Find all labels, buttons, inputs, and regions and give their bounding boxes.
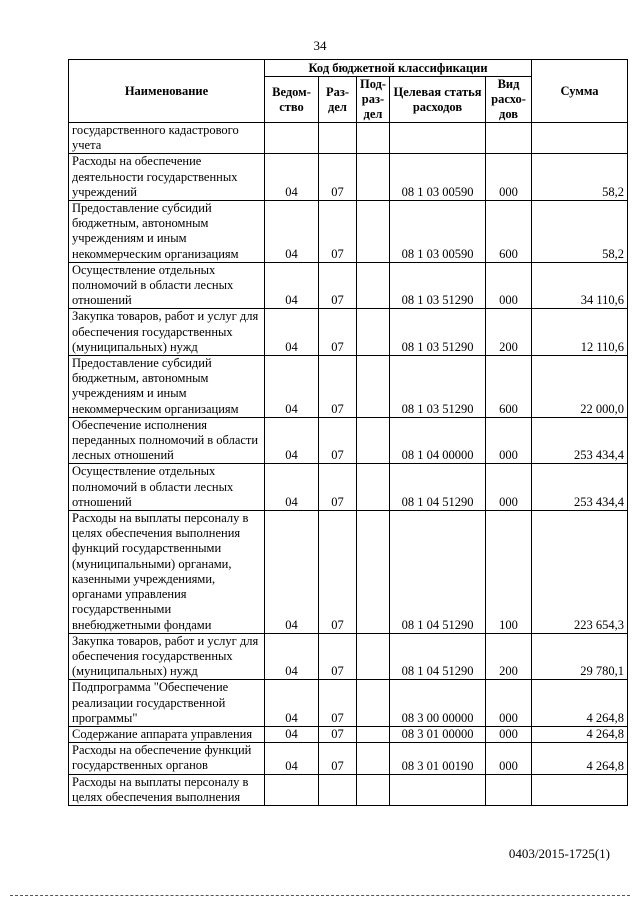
row-target-article: 08 1 04 00000 [390, 417, 486, 464]
table-row [69, 511, 628, 634]
budget-table [68, 59, 628, 806]
row-sum: 58,2 [532, 201, 628, 263]
row-name: Осуществление отдельных полномочий в области лесных отношений [69, 262, 265, 309]
table-row [69, 680, 628, 727]
row-department: 04 [265, 743, 319, 774]
table-row [69, 154, 628, 201]
row-expense-type: 000 [486, 154, 532, 201]
row-section: 07 [319, 743, 357, 774]
row-department: 04 [265, 633, 319, 680]
row-expense-type: 000 [486, 743, 532, 774]
row-expense-type: 000 [486, 262, 532, 309]
row-sum: 58,2 [532, 154, 628, 201]
row-target-article: 08 3 01 00190 [390, 743, 486, 774]
row-name: Расходы на обеспечение функций государственных органов [69, 743, 265, 774]
row-department: 04 [265, 680, 319, 727]
header-name: Наименование [69, 60, 265, 123]
row-subsection [357, 309, 390, 356]
row-name: Расходы на выплаты персоналу в целях обеспечения выполнения [69, 774, 265, 805]
row-sum: 253 434,4 [532, 417, 628, 464]
row-expense-type: 600 [486, 201, 532, 263]
row-subsection [357, 743, 390, 774]
row-name: Закупка товаров, работ и услуг для обеспечения государственных (муниципальных) нужд [69, 633, 265, 680]
row-target-article: 08 1 04 51290 [390, 633, 486, 680]
row-expense-type: 000 [486, 464, 532, 511]
table-row [69, 262, 628, 309]
row-department: 04 [265, 154, 319, 201]
row-section: 07 [319, 417, 357, 464]
row-section [319, 774, 357, 805]
row-name: Закупка товаров, работ и услуг для обеспечения государственных (муниципальных) нужд [69, 309, 265, 356]
header-classification-group: Код бюджетной классификации [265, 60, 532, 77]
row-department: 04 [265, 356, 319, 418]
row-subsection [357, 123, 390, 154]
row-section: 07 [319, 680, 357, 727]
row-section [319, 123, 357, 154]
row-expense-type: 200 [486, 309, 532, 356]
row-expense-type: 100 [486, 511, 532, 634]
table-row [69, 123, 628, 154]
table-row [69, 356, 628, 418]
row-sum [532, 774, 628, 805]
table-row [69, 464, 628, 511]
row-name: Осуществление отдельных полномочий в области лесных отношений [69, 464, 265, 511]
table-row [69, 309, 628, 356]
row-section: 07 [319, 726, 357, 742]
row-sum: 29 780,1 [532, 633, 628, 680]
row-subsection [357, 201, 390, 263]
row-name: Содержание аппарата управления [69, 726, 265, 742]
header-department: Ведом-ство [265, 77, 319, 123]
row-sum: 223 654,3 [532, 511, 628, 634]
row-expense-type: 600 [486, 356, 532, 418]
row-section: 07 [319, 464, 357, 511]
row-sum: 4 264,8 [532, 680, 628, 727]
table-row [69, 633, 628, 680]
table-row [69, 726, 628, 742]
row-department [265, 774, 319, 805]
row-name: Расходы на обеспечение деятельности государственных учреждений [69, 154, 265, 201]
header-target-article: Целевая статья расходов [390, 77, 486, 123]
row-sum: 253 434,4 [532, 464, 628, 511]
row-section: 07 [319, 511, 357, 634]
row-name: Предоставление субсидий бюджетным, автономным учреждениям и иным некоммерческим организациям [69, 356, 265, 418]
row-target-article: 08 1 03 00590 [390, 154, 486, 201]
row-expense-type [486, 774, 532, 805]
row-subsection [357, 262, 390, 309]
row-subsection [357, 154, 390, 201]
row-target-article: 08 1 04 51290 [390, 464, 486, 511]
row-target-article [390, 774, 486, 805]
row-target-article: 08 3 01 00000 [390, 726, 486, 742]
row-subsection [357, 511, 390, 634]
row-section: 07 [319, 201, 357, 263]
row-subsection [357, 356, 390, 418]
row-target-article: 08 1 03 00590 [390, 201, 486, 263]
row-name: Расходы на выплаты персоналу в целях обеспечения выполнения функций государственными (муниципальными) органами, казенными учреждениями, органами управления государственными внебюджетными фондами [69, 511, 265, 634]
row-target-article [390, 123, 486, 154]
header-sum: Сумма [532, 60, 628, 123]
row-subsection [357, 417, 390, 464]
row-department: 04 [265, 464, 319, 511]
row-name: Предоставление субсидий бюджетным, автономным учреждениям и иным некоммерческим организациям [69, 201, 265, 263]
row-target-article: 08 3 00 00000 [390, 680, 486, 727]
row-sum: 22 000,0 [532, 356, 628, 418]
page-number: 34 [313, 38, 327, 53]
row-sum: 12 110,6 [532, 309, 628, 356]
row-target-article: 08 1 03 51290 [390, 356, 486, 418]
table-row [69, 417, 628, 464]
row-subsection [357, 464, 390, 511]
row-section: 07 [319, 633, 357, 680]
row-target-article: 08 1 03 51290 [390, 262, 486, 309]
row-subsection [357, 633, 390, 680]
row-sum: 4 264,8 [532, 743, 628, 774]
document-code: 0403/2015-1725(1) [508, 846, 610, 861]
row-section: 07 [319, 356, 357, 418]
row-expense-type: 000 [486, 417, 532, 464]
header-section: Раз-дел [319, 77, 357, 123]
row-target-article: 08 1 03 51290 [390, 309, 486, 356]
row-department: 04 [265, 417, 319, 464]
row-sum: 4 264,8 [532, 726, 628, 742]
row-department: 04 [265, 726, 319, 742]
row-expense-type: 000 [486, 726, 532, 742]
row-sum [532, 123, 628, 154]
row-subsection [357, 774, 390, 805]
row-expense-type: 000 [486, 680, 532, 727]
row-target-article: 08 1 04 51290 [390, 511, 486, 634]
row-section: 07 [319, 262, 357, 309]
header-subsection: Под-раз-дел [357, 77, 390, 123]
row-sum: 34 110,6 [532, 262, 628, 309]
row-department: 04 [265, 309, 319, 356]
row-department: 04 [265, 262, 319, 309]
page-edge-divider [10, 895, 630, 896]
row-expense-type [486, 123, 532, 154]
table-row [69, 743, 628, 774]
row-department: 04 [265, 201, 319, 263]
header-expense-type: Вид расхо-дов [486, 77, 532, 123]
row-department [265, 123, 319, 154]
row-expense-type: 200 [486, 633, 532, 680]
row-subsection [357, 680, 390, 727]
row-name: государственного кадастрового учета [69, 123, 265, 154]
table-row [69, 201, 628, 263]
row-name: Подпрограмма "Обеспечение реализации государственной программы" [69, 680, 265, 727]
row-subsection [357, 726, 390, 742]
row-name: Обеспечение исполнения переданных полномочий в области лесных отношений [69, 417, 265, 464]
row-department: 04 [265, 511, 319, 634]
row-section: 07 [319, 309, 357, 356]
table-row [69, 774, 628, 805]
row-section: 07 [319, 154, 357, 201]
